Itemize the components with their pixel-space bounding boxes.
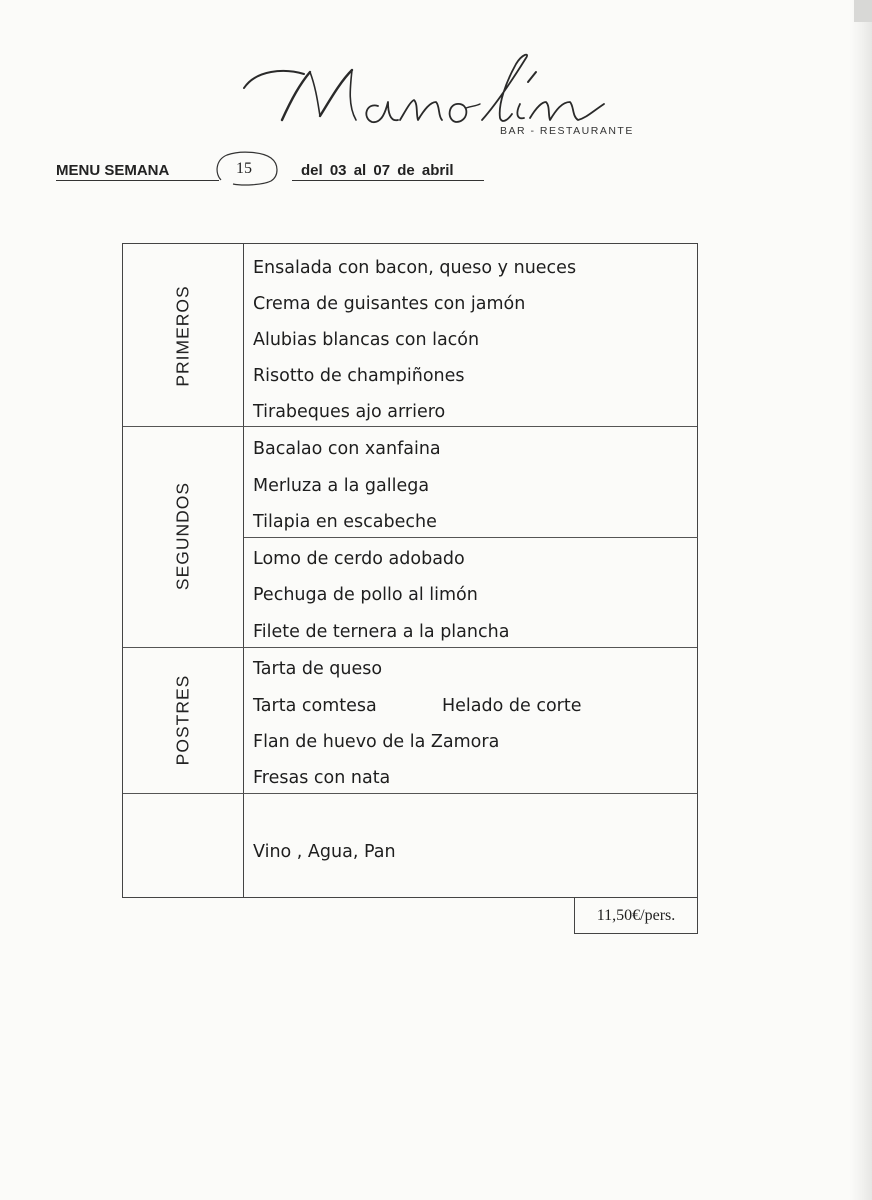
menu-price-value: 11,50€/pers. [596,906,676,924]
dish-postres-2: Tarta comtesa [253,696,377,716]
week-date-range: del 03 al 07 de abril [301,162,454,179]
section-divider-postres [123,793,697,794]
dish-primeros-2: Crema de guisantes con jamón [253,294,526,314]
dish-primeros-4: Risotto de champiñones [253,366,465,386]
dish-postres-3: Helado de corte [442,696,582,716]
category-label-segundos: SEGUNDOS [172,481,193,591]
column-divider [243,244,244,897]
dish-segundos-2: Merluza a la gallega [253,476,430,496]
dish-postres-4: Flan de huevo de la Zamora [253,732,500,752]
category-label-primeros: PRIMEROS [172,285,193,387]
dish-postres-5: Fresas con nata [253,768,391,788]
scan-edge [850,0,872,1200]
dish-primeros-3: Alubias blancas con lacón [253,330,480,350]
logo-subtitle: BAR - RESTAURANTE [500,125,634,137]
dish-segundos-3: Tilapia en escabeche [253,512,437,532]
menu-table [122,243,698,898]
week-number: 15 [236,160,252,177]
section-divider-segundos-inner [244,537,698,538]
dish-segundos-1: Bacalao con xanfaina [253,439,441,459]
week-label: MENU SEMANA [56,162,170,179]
scan-corner [854,0,872,22]
week-label-underline [56,180,219,181]
week-dates-underline [292,180,484,181]
dish-bebidas: Vino , Agua, Pan [253,842,396,862]
dish-primeros-5: Tirabeques ajo arriero [253,402,446,422]
section-divider-primeros [123,426,697,427]
dish-segundos-6: Filete de ternera a la plancha [253,622,510,642]
category-label-postres: POSTRES [172,674,193,766]
dish-segundos-5: Pechuga de pollo al limón [253,585,478,605]
dish-postres-1: Tarta de queso [253,659,383,679]
dish-primeros-1: Ensalada con bacon, queso y nueces [253,258,577,278]
menu-price [574,897,698,934]
dish-segundos-4: Lomo de cerdo adobado [253,549,465,569]
section-divider-segundos [123,647,697,648]
